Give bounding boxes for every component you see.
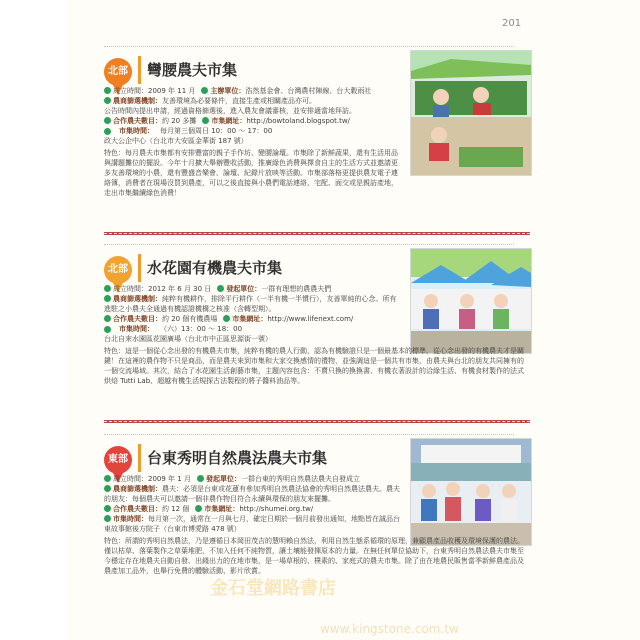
- feature-text: 特色：所謂的秀明自然農法，乃是遵循日本岡田茂吉的慧明賴自然法，利用自然生態系循環的原理，兼顧農產品收穫及環境保護的農法。僅以枯草、落葉製作之草葉堆肥，不加入任何不純物質，讓土壤能發揮原本的力量。在無任何單位協助下，台東秀明自然農法農夫市集至今穩定存在地農夫自動自發、出錢出力的在地市集，是一場草根的、樸素的、家庭式的農夫市集。除了由在地農民販售當季新鮮農產品及農產加工品外，也舉行免費的體驗活動、影片欣賞。: [104, 537, 524, 575]
- market-title: 水花園有機農夫市集: [138, 254, 288, 282]
- screening-icon: [104, 97, 111, 104]
- screening-icon: [104, 485, 111, 492]
- organizer-icon: [197, 475, 204, 482]
- website-text: 市集網址：http://www.lifenext.com/: [223, 314, 353, 324]
- feature-text: 特色：每月農夫市集都有安排豐富的親子手作坊、變腰論壇。市集除了新鮮蔬果，還有生活用品與講題攤位的擺設。今年十月擴大舉辦豐收活動，推廣綠色消費與擇食自主的生活方式並邀請更多友善環境的小農，還有豐盛音樂會、論壇、紀錄片放映等活動。市集部落格更提供農友電子連絡簿，消費者在現場沒買到農產，可以之後直接與小農們電話連絡，宅配、面交或是親訪產地，走出市集繼續綠色消費！: [104, 149, 398, 197]
- established-text: 成立時間：2012 年 6 月 30 日: [104, 284, 211, 294]
- region-badge: 東部: [104, 446, 132, 474]
- notice-text: 公告時間內提出申請，經過資格篩選後，進入農友會議審核，並安排適當地拜訪。: [104, 107, 356, 115]
- market-photo-graphic: [411, 249, 531, 353]
- address-text: 政大公企中心（台北市大安區金華街 187 號）: [104, 137, 248, 145]
- organizer-text: 主辦單位：浩然基金會、台灣農村陣線、台大穀雨社: [201, 86, 371, 96]
- vendors-icon: [104, 505, 111, 512]
- screening-text: 農商篩選機制：農夫：必須是台東或花蓮有參加秀明自然農法協會的秀明自然農法農夫。農夫的朋友：每個農夫可以邀請一個非農作物目符合永續與環保的朋友來擺攤。: [104, 485, 400, 503]
- market-details: [104, 86, 402, 198]
- organizer-text: 發起單位：一群有理想的農農夫們: [217, 284, 331, 294]
- screening-text: 農商篩選機制：純粹有機耕作，排除平行耕作（一半有機一半慣行），友善單純的心念。所有進駐之小農夫全通過有機認證機構之核准（含轉型期）。: [104, 295, 397, 313]
- section-stripe: [104, 420, 530, 423]
- region-badge: 北部: [104, 58, 132, 86]
- time-text: 市集時間：每月第一次，通常在一月與七月，確定日期於一個月前發出通知，地點皆在誠品台東故事館後方院子（台東市博愛路 478 號）: [104, 515, 400, 533]
- time-text: 市集時間： 每月第三個周日 10：00 ～ 17：00: [104, 126, 402, 136]
- section-divider: [104, 244, 514, 245]
- vendors-text: 合作農夫數目：約 12 個: [104, 504, 189, 514]
- website-text: 市集網址：http://shumei.org.tw/: [195, 504, 313, 514]
- page-number: 201: [502, 18, 522, 29]
- meta-row-vendors: [104, 504, 402, 514]
- market-photo: [410, 438, 532, 546]
- brand-watermark: 金石堂網路書店: [210, 578, 336, 599]
- time-icon: [104, 128, 111, 135]
- website-icon: [195, 505, 202, 512]
- left-margin: [0, 0, 66, 640]
- website-icon: [202, 117, 209, 124]
- website-text: 市集網址：http://bowtoland.blogspot.tw/: [202, 116, 350, 126]
- screening-text: 農商篩選機制：友善環境為必要條件，直接生產或相關產品亦可。: [104, 96, 402, 106]
- meta-row-vendors: [104, 314, 402, 324]
- meta-row-established: [104, 86, 402, 96]
- feature-text: 特色：這是一個從心念出發的有機農夫市集，純粹有機的農人行動，認為有機驗證只是一個最基本的標準，從心念出發的有機農夫才是關鍵！在這裡的農作物不只是商品，而是農夫來到市集和大家交換感情的禮物，並強調這是一個共有市集，由農夫與台北的朋友共同擁有的一個交流場域。其次，結合了水花園生活創藝市集，主題內容包含：不賣只換的換換書、有機衣著設計的洽綠生活、有機食材製作的法式烘焙 Tutti Lab、超越有機生活規探古法製程的將子醬料油品等。: [104, 347, 524, 385]
- section-divider: [104, 46, 514, 47]
- time-icon: [104, 515, 111, 522]
- established-text: 成立時間：2009 年 1 月: [104, 474, 191, 484]
- market-photo: [410, 50, 532, 176]
- established-text: 成立時間：2009 年 11 月: [104, 86, 195, 96]
- website-icon: [223, 315, 230, 322]
- market-title: 台東秀明自然農法農夫市集: [138, 444, 333, 472]
- screening-icon: [104, 295, 111, 302]
- address-text: 台北自來水園區花園廣場（台北市中正區思源街一號）: [104, 335, 272, 343]
- vendors-text: 合作農夫數目：約 20 個有機農場: [104, 314, 217, 324]
- info-icon: [104, 285, 111, 292]
- market-details: [104, 284, 524, 386]
- market-details: [104, 474, 524, 576]
- section-stripe: [104, 232, 530, 235]
- time-icon: [104, 326, 111, 333]
- watermark-url: www.kingstone.com.tw: [320, 622, 459, 636]
- market-photo-graphic: [411, 439, 531, 545]
- organizer-icon: [201, 87, 208, 94]
- organizer-icon: [217, 285, 224, 292]
- meta-row-established: [104, 284, 402, 294]
- meta-row-vendors: [104, 116, 402, 126]
- info-icon: [104, 87, 111, 94]
- time-text: 市集時間： （六）13：00 ～ 18：00: [104, 324, 402, 334]
- section-divider: [104, 434, 514, 435]
- meta-row-established: [104, 474, 402, 484]
- vendors-text: 合作農夫數目：約 20 多攤: [104, 116, 196, 126]
- vendors-icon: [104, 315, 111, 322]
- market-photo: [410, 248, 532, 354]
- market-title: 彎腰農夫市集: [138, 56, 243, 84]
- region-badge: 北部: [104, 256, 132, 284]
- info-icon: [104, 475, 111, 482]
- vendors-icon: [104, 117, 111, 124]
- market-photo-graphic: [411, 51, 531, 175]
- organizer-text: 發起單位：一群台東的秀明自然農法農夫自發成立: [197, 474, 360, 484]
